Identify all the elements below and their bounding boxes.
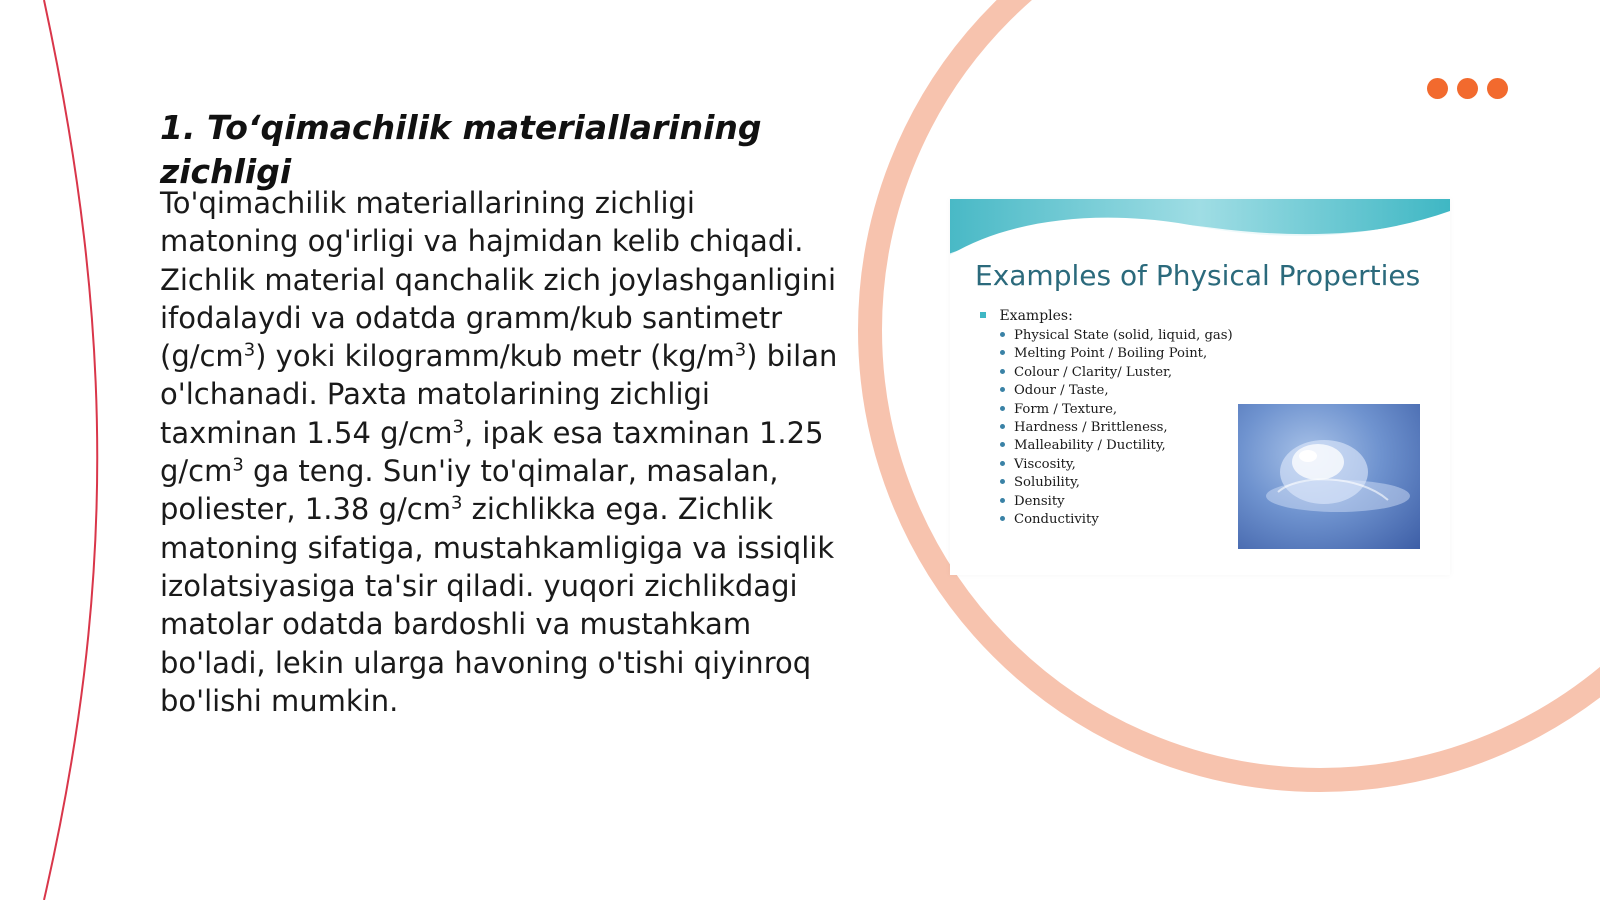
list-item: Viscosity, [1000, 456, 1233, 474]
list-item: Physical State (solid, liquid, gas) [1000, 327, 1233, 345]
slide-title: 1. To‘qimachilik materiallarining zichligi [160, 108, 762, 191]
list-heading-text: Examples: [999, 308, 1073, 324]
card-wave-header [950, 199, 1450, 259]
property-list [980, 327, 1233, 529]
list-item: Odour / Taste, [1000, 382, 1233, 400]
list-item: Density [1000, 493, 1233, 511]
list-item: Solubility, [1000, 474, 1233, 492]
water-droplet-photo [1238, 404, 1420, 549]
dot-3 [1487, 78, 1508, 99]
list-item: Hardness / Brittleness, [1000, 419, 1233, 437]
list-item: Form / Texture, [1000, 401, 1233, 419]
list-item: Colour / Clarity/ Luster, [1000, 364, 1233, 382]
slide-body-text: To'qimachilik materiallarining zichligi matoning og'irligi va hajmidan kelib chiqadi. Zichlik material qanchalik zich joylashganligini ifodalaydi va odatda gramm/kub santimetr $(g/cm^3)$ yoki kilogramm/kub metr $(kg/m^3)$ bilan o'lchanadi. Paxta matolarining zichligi taxminan 1.54 $g/cm^3$, ipak esa taxminan 1.25 $g/cm^3$ ga teng. Sun'iy to'qimalar, masalan, poliester, 1.38 $g/cm^3$ zichlikka ega. Zichlik matoning sifatiga, mustahkamligiga va issiqlik izolatsiyasiga ta'sir qiladi. yuqori zichlikdagi matolar odatda bardoshli va mustahkam bo'ladi, lekin ularga havoning o'tishi qiyinroq bo'lishi mumkin. [160, 186, 838, 718]
list-heading [980, 307, 1233, 529]
embedded-slide-image [950, 199, 1450, 575]
dot-2 [1457, 78, 1478, 99]
left-accent-curve [44, 0, 97, 900]
list-item: Conductivity [1000, 511, 1233, 529]
embedded-slide-list [980, 307, 1233, 529]
list-item: Malleability / Ductility, [1000, 437, 1233, 455]
water-droplet-icon [1238, 404, 1420, 549]
list-item: Melting Point / Boiling Point, [1000, 345, 1233, 363]
embedded-slide-title: Examples of Physical Properties [975, 259, 1421, 292]
more-dots-icon [1427, 78, 1508, 100]
dot-1 [1427, 78, 1448, 99]
